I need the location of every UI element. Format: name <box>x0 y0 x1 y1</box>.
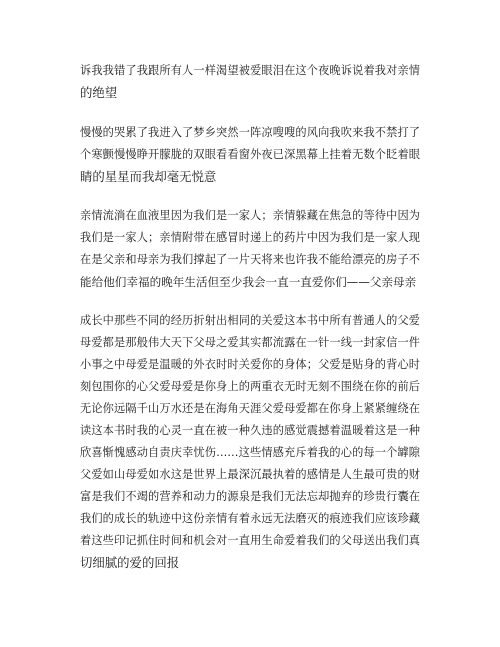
text-line: 无论你远隔千山万水还是在海角天涯父爱母爱都在你身上紧紧缠绕在 <box>80 402 420 415</box>
text-line: 在是父亲和母亲为我们撑起了一片天将来也许我不能给漂亮的房子不 <box>80 253 420 266</box>
paragraph-4 <box>80 310 420 574</box>
text-line: 刻包围你的心父爱母爱是你身上的两重衣无时无刻不围绕在你的前后 <box>80 380 420 393</box>
paragraph-3 <box>80 205 420 293</box>
text-line: 父爱如山母爱如水这是世界上最深沉最执着的感情是人生最可贵的财 <box>80 468 420 481</box>
text-line: 成长中那些不同的经历折射出相同的关爱这本书中所有普通人的父爱 <box>80 314 420 327</box>
text-line: 亲情流淌在血液里因为我们是一家人；亲情躲藏在焦急的等待中因为 <box>80 209 420 222</box>
text-line: 慢慢的哭累了我进入了梦乡突然一阵凉嗖嗖的风向我吹来我不禁打了 <box>80 126 420 139</box>
text-line: 读这本书时我的心灵一直在被一种久违的感觉震撼着温暖着这是一种 <box>80 424 420 437</box>
text-line: 诉我我错了我跟所有人一样渴望被爱眼泪在这个夜晚诉说着我对亲情 <box>80 64 420 77</box>
text-line: 个寒颤慢慢睁开朦胧的双眼看看窗外夜已深黑幕上挂着无数个眨着眼 <box>80 148 420 161</box>
text-line: 我们的成长的轨迹中这份亲情有着永远无法磨灭的痕迹我们应该珍藏 <box>80 512 420 525</box>
text-line: 切细腻的爱的回报 <box>80 555 180 570</box>
text-line: 能给他们幸福的晚年生活但至少我会一直一直爱你们——父亲母亲 <box>80 275 417 289</box>
paragraph-2 <box>80 122 420 188</box>
text-line: 欣喜惭愧感动自责庆幸忧伤……这些情感充斥着我的心的每一个罅隙 <box>80 446 420 459</box>
paragraph-1 <box>80 60 420 104</box>
text-line: 睛的星星而我却毫无悦意 <box>80 169 217 184</box>
text-line: 母爱都是那般伟大天下父母之爱其实都流露在一针一线一封家信一件 <box>80 336 420 349</box>
text-line: 小事之中母爱是温暖的外衣时时关爱你的身体；父爱是贴身的背心时 <box>80 358 420 371</box>
text-line: 富是我们不竭的营养和动力的源泉是我们无法忘却抛弃的珍贵行囊在 <box>80 490 420 503</box>
text-line: 的绝望 <box>80 85 118 100</box>
text-line: 着这些印记抓住时间和机会对一直用生命爱着我们的父母送出我们真 <box>80 534 420 547</box>
text-line: 我们是一家人；亲情附带在感冒时递上的药片中因为我们是一家人现 <box>80 231 420 244</box>
